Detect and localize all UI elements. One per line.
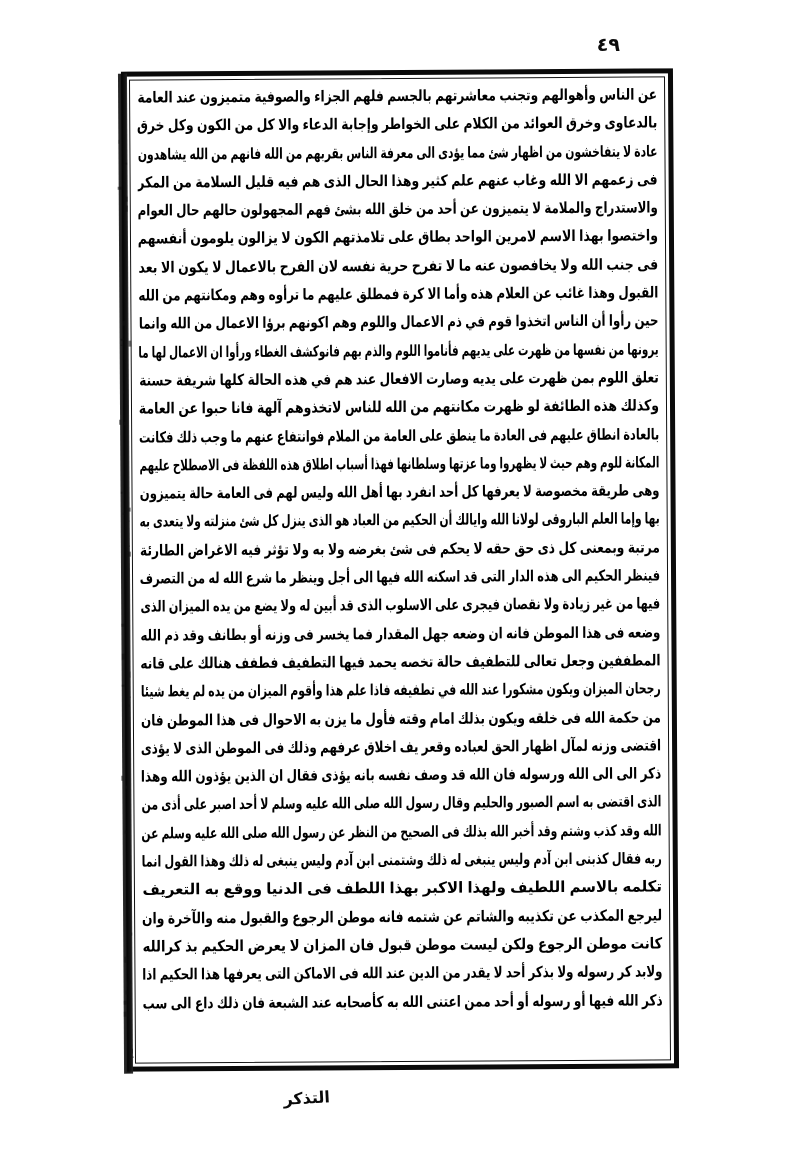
scan-speckle	[124, 1012, 128, 1017]
scan-speckle	[126, 981, 128, 986]
manuscript-line: بالدعاوى وخرق العوائد من الكلام على الخواطر وإجابة الدعاء والا كل من الكون وكل خرق	[137, 113, 658, 135]
scan-speckle	[124, 196, 128, 202]
manuscript-line: اقتضى وزنه لمآل اظهار الحق لعباده وقعر يف اخلاق عرفهم وذلك فى الموطن الذى لا يؤذى	[140, 736, 662, 758]
manuscript-line: مرتبة وبمعنى كل ذى حق حقه لا يحكم فى شئ بغرضه ولا به ولا تؤثر فيه الاغراض الطارئة	[139, 538, 660, 560]
scan-speckle	[125, 374, 127, 376]
catchword: التذكر	[282, 1087, 331, 1109]
scan-speckle	[121, 338, 124, 341]
scan-speckle	[128, 341, 131, 347]
scan-speckle	[125, 831, 127, 834]
manuscript-line: المكانة للوم وهم حيث لا يظهروا وما عزتها وسلطانها فهذا أسباب اطلاق هذه اللفظة فى الاصطلاح عليهم	[139, 453, 660, 475]
scan-speckle	[124, 254, 126, 257]
manuscript-line: واختصوا بهذا الاسم لامرين الواحد بطاق على تلامذتهم الكون لا يزالون يلومون أنفسهم	[137, 226, 659, 249]
manuscript-line: رجحان الميزان ويكون مشكورا عند الله في تطفيفه فاذا علم هذا وأقوم الميزان من يده لم يغط شيئا	[140, 679, 661, 701]
scan-speckle	[122, 624, 125, 627]
manuscript-line: تكلمه بالاسم اللطيف ولهذا الاكبر بهذا اللطف فى الدنيا ووقع به التعريف	[142, 877, 662, 899]
scan-speckle	[125, 725, 127, 726]
manuscript-line: فى زعمهم الا الله وغاب عنهم علم كثير وهذا الحال الذى هم فيه قليل السلامة من المكر	[137, 170, 658, 192]
scan-speckle	[124, 1001, 127, 1005]
manuscript-line: عن الناس وأهوالهم وتجنب معاشرتهم بالجسم فلهم الجزاء والصوفية متميزون عند العامة	[137, 85, 658, 107]
manuscript-line: والاستدراج والملامة لا يتميزون عن أحد من خلق الله بشئ فهم المجهولون حالهم حال العوام	[137, 198, 658, 220]
scan-speckle	[121, 345, 123, 346]
manuscript-line: يرونها من نفسها من ظهرت على يديهم فأناموا اللوم والذم بهم فانوكشف الغطاء ورأوا ان الاعمال لها ما	[138, 340, 659, 362]
scan-speckle	[122, 684, 125, 687]
scan-speckle	[132, 1049, 133, 1054]
manuscript-text-block	[137, 80, 663, 1059]
folio-page-number: ٤٩	[596, 34, 620, 56]
scan-speckle	[123, 391, 124, 394]
manuscript-line: ذكر الله فيها أو رسوله أو أحد ممن اعتنى الله به كأصحابه عند الشبعة فان ذلك داع الى سب	[142, 990, 663, 1013]
manuscript-line: وضعه فى هذا الموطن فانه ان وضعه جهل المقدار فما يخسر فى وزنه أو بطانف وقد ذم الله	[140, 623, 661, 645]
scan-speckle	[123, 512, 125, 514]
scan-speckle	[129, 1068, 130, 1073]
scan-speckle	[125, 162, 128, 165]
manuscript-line: بها وإما العلم الباروقى لولانا الله وايالك أن الحكيم من العباد هو الذى ينزل كل شئ منزلته ولا يتعدى به	[139, 509, 660, 532]
scan-speckle	[131, 933, 132, 937]
scan-speckle	[132, 1057, 134, 1058]
scan-speckle	[122, 320, 126, 325]
scan-speckle	[118, 187, 122, 191]
text-frame-border	[121, 68, 679, 1071]
manuscript-line: ليرجع المكذب عن تكذيبه والشاتم عن شتمه فانه موطن الرجوع والقبول منه والآخرة وان	[141, 906, 663, 928]
manuscript-line: الذى اقتضى به اسم الصبور والحليم وقال رسول الله صلى الله عليه وسلم لا أحد اصبر على أذى من	[141, 792, 662, 815]
scan-speckle	[125, 785, 127, 788]
scan-speckle	[121, 775, 123, 780]
manuscript-line: فى جنب الله ولا يخافصون عنه ما لا تفرح حرية نفسه لان الفرح بالاعمال لا يكون الا بعد	[138, 255, 659, 277]
scan-speckle	[125, 990, 127, 994]
manuscript-line: القبول وهذا غائب عن العلام هذه وأما الا كرة فمطلق عليهم ما ترأوه وهم ومكانتهم من الله	[138, 283, 659, 305]
manuscript-line: وهى طريقة مخصوصة لا يعرفها كل أحد انفرد بها أهل الله وليس لهم فى العامة حالة يتميزون	[139, 481, 660, 503]
scan-speckle	[128, 507, 131, 512]
scan-speckle	[118, 140, 120, 143]
scan-speckle	[130, 981, 132, 984]
manuscript-line: ولابد كر رسوله ولا بذكر أحد لا يقدر من الدين عند الله فى الاماكن التى يعرفها هذا الحكيم اذا	[142, 962, 663, 984]
manuscript-line: تعلق اللوم بمن ظهرت على يديه وصارت الافعال عند هم في هذه الحالة كلها شريفة حسنة	[139, 368, 659, 390]
scan-speckle	[129, 697, 130, 699]
manuscript-line: من حكمة الله فى خلقه ويكون بذلك امام وقته فأول ما يزن به الاحوال فى هذا الموطن فان	[140, 707, 661, 730]
scan-speckle	[128, 552, 131, 557]
scan-speckle	[124, 422, 126, 426]
scan-speckle	[129, 672, 131, 678]
manuscript-line: فيها من غير زيادة ولا نقصان فيجرى على الاسلوب الذى قد أبين له ولا يضع من يده الميزان الذى	[140, 594, 661, 616]
manuscript-line: وكذلك هذه الطائفة لو ظهرت مكانتهم من الله للناس لاتخذوهم آلهة فانا حبوا عن العامة	[138, 396, 660, 418]
manuscript-line: ذكر الى الى الله ورسوله فان الله قد وصف نفسه بانه يؤذى فقال ان الذين يؤذون الله وهذا	[140, 764, 662, 786]
manuscript-line: بالعادة انطاق عليهم فى العادة ما ينطق على العامة من الملام فوانتفاع عنهم ما وجب ذلك فكانت	[138, 424, 660, 447]
scan-speckle	[128, 705, 130, 707]
manuscript-line: المطففين وجعل تعالى للتطفيف حالة تخصه يحمد فيها التطفيف فطفف هنالك على قانه	[140, 651, 661, 673]
scan-speckle	[124, 956, 128, 962]
manuscript-line: فينظر الحكيم الى هذه الدار التى قد اسكنه الله فيها الى أجل وينظر ما شرع الله له من التصرف	[139, 566, 661, 588]
scan-speckle	[122, 654, 125, 660]
scan-speckle	[119, 420, 121, 425]
scan-speckle	[128, 520, 129, 522]
scan-speckle	[124, 206, 128, 212]
scan-speckle	[120, 492, 122, 494]
manuscript-line: الله وقد كذب وشتم وقد أخبر الله بذلك فى الصحيح من النظر عن رسول الله صلى الله عليه وسلم عن	[141, 821, 662, 843]
scan-speckle	[128, 545, 129, 547]
manuscript-line: كانت موطن الرجوع ولكن ليست موطن قبول فان المزان لا يعرض الحكيم بذ كرالله	[142, 934, 663, 956]
manuscript-line: حين رأوا أن الناس اتخذوا قوم في ذم الاعمال واللوم وهم اكونهم برؤا الاعمال من الله وانما	[138, 311, 659, 333]
manuscript-line: عادة لا يتفاخشون من اظهار شئ مما يؤدى الى معرفة الناس بقربهم من الله فانهم من الله يشاهدون	[137, 142, 658, 164]
manuscript-line: ربه فقال كذبنى ابن آدم وليس ينبغى له ذلك وشتمنى ابن آدم وليس ينبغى له ذلك وهذا القول انما	[141, 849, 662, 871]
